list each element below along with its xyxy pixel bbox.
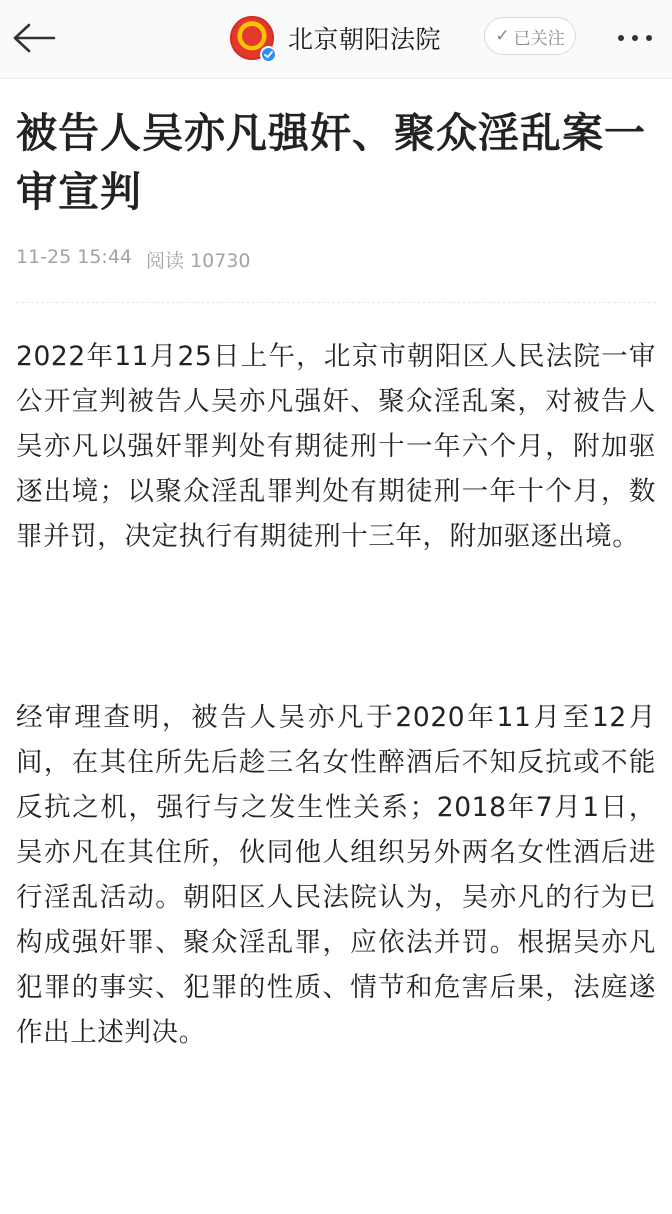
back-arrow-icon <box>12 23 56 53</box>
article-paragraph: 2022年11月25日上午，北京市朝阳区人民法院一审公开宣判被告人吴亦凡强奸、聚众淫乱案，对被告人吴亦凡以强奸罪判处有期徒刑十一年六个月，附加驱逐出境；以聚众淫乱罪判处有期徒刑一年十个月，数罪并罚，决定执行有期徒刑十三年，附加驱逐出境。 <box>16 341 656 552</box>
article-paragraph: 经审理查明，被告人吴亦凡于2020年11月至12月间，在其住所先后趁三名女性醉酒后不知反抗或不能反抗之机，强行与之发生性关系；2018年7月1日，吴亦凡在其住所，伙同他人组织另外两名女性酒后进行淫乱活动。朝阳区人民法院认为，吴亦凡的行为已构成强奸罪、聚众淫乱罪，应依法并罚。根据吴亦凡犯罪的事实、犯罪的性质、情节和危害后果，法庭遂作出上述判决。 <box>16 702 656 1048</box>
more-options-button[interactable] <box>604 12 666 64</box>
article-title: 被告人吴亦凡强奸、聚众淫乱案一审宣判 <box>16 109 646 216</box>
account-name[interactable]: 北京朝阳法院 <box>288 25 442 54</box>
article-meta <box>16 246 251 273</box>
read-count <box>146 246 251 273</box>
account-header[interactable] <box>230 12 441 64</box>
divider <box>16 302 656 303</box>
more-dot <box>618 35 624 41</box>
more-dot <box>632 35 638 41</box>
more-dot <box>646 35 652 41</box>
check-icon: ✓ <box>495 26 510 46</box>
verified-badge-icon <box>260 46 277 63</box>
back-button[interactable] <box>6 12 62 64</box>
top-navigation-bar <box>0 0 672 79</box>
read-label: 阅读 <box>146 250 185 272</box>
avatar[interactable] <box>230 16 274 60</box>
publish-time: 11-25 15:44 <box>16 246 133 268</box>
court-emblem-icon <box>242 26 262 46</box>
follow-button[interactable] <box>484 17 576 55</box>
read-number: 10730 <box>190 250 251 272</box>
follow-label: 已关注 <box>513 28 565 49</box>
